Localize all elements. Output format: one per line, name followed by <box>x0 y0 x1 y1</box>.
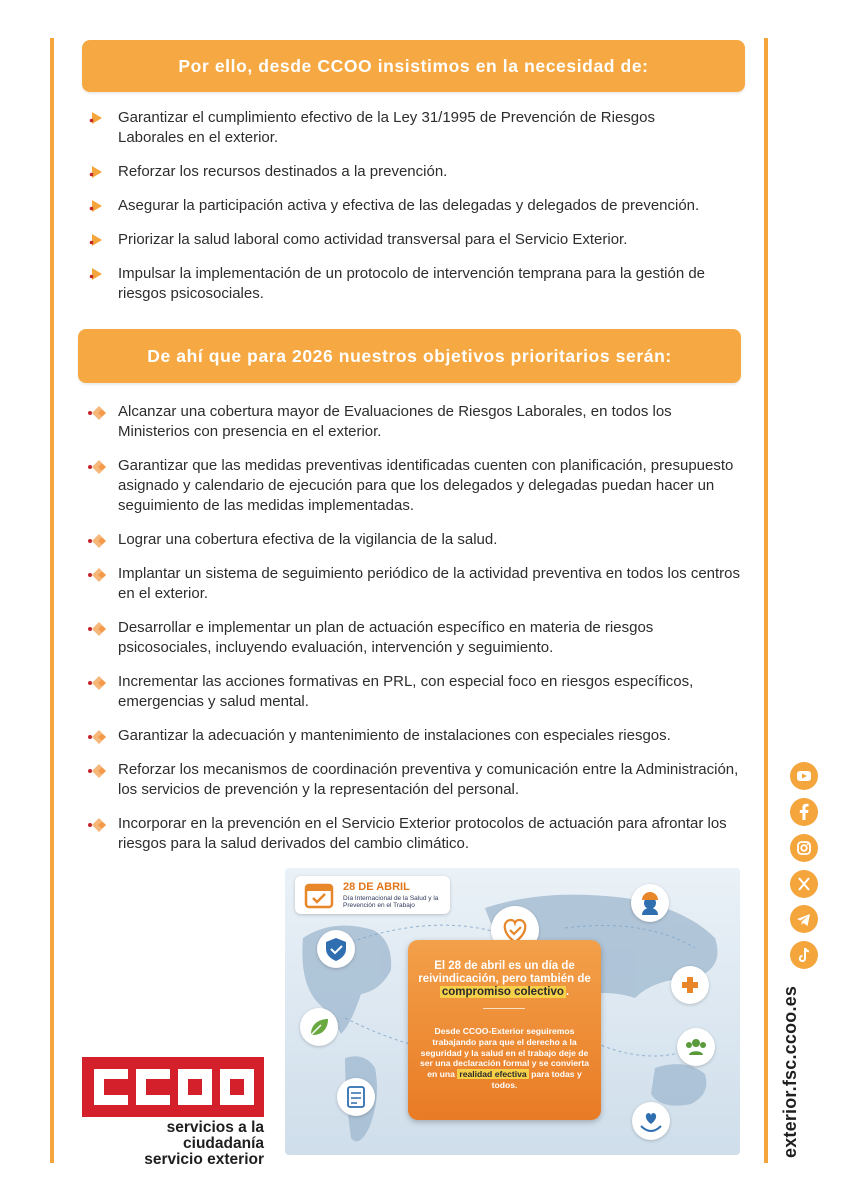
message-body <box>416 1026 593 1091</box>
separator <box>483 1008 525 1009</box>
checklist-icon <box>337 1078 375 1116</box>
heading-period: . <box>565 986 570 998</box>
section-banner-necessity: Por ello, desde CCOO insistimos en la necesidad de: <box>82 40 745 92</box>
tiktok-icon[interactable] <box>790 941 818 969</box>
diamond-bullet-icon <box>84 530 110 552</box>
highlight-commitment: compromiso colectivo <box>441 986 564 998</box>
leaf-icon <box>300 1008 338 1046</box>
arrow-bullet-icon <box>88 110 104 126</box>
highlight-real: realidad efectiva <box>459 1069 527 1080</box>
youtube-icon[interactable] <box>790 762 818 790</box>
objective-item-text: Incrementar las acciones formativas en PRL, con especial foco en riesgos específicos, emergencias y salud mental. <box>118 673 694 710</box>
necessity-item-text: Garantizar el cumplimiento efectivo de la Ley 31/1995 de Prevención de Riesgos Laborales en el exterior. <box>118 109 655 146</box>
logo-subtitle-1: servicios a la ciudadanía <box>166 1119 264 1152</box>
website-url[interactable]: exterior.fsc.ccoo.es <box>780 985 800 1158</box>
date-card <box>295 876 450 914</box>
facebook-icon[interactable] <box>790 798 818 826</box>
group-people-icon <box>677 1028 715 1066</box>
calendar-check-icon <box>303 880 335 910</box>
diamond-bullet-icon <box>84 672 110 694</box>
necessity-item-text: Impulsar la implementación de un protocolo de intervención temprana para la gestión de riesgos psicosociales. <box>118 265 706 302</box>
objective-item-text: Alcanzar una cobertura mayor de Evaluaciones de Riesgos Laborales, en todos los Ministerios con presencia en el exterior. <box>118 403 672 440</box>
message-heading: El 28 de abril es un día de reivindicación, pero también de <box>418 960 591 985</box>
objective-item <box>84 760 744 800</box>
diamond-bullet-icon <box>84 402 110 424</box>
arrow-bullet-icon <box>88 198 104 214</box>
left-rule <box>50 38 54 1163</box>
world-day-infographic <box>285 868 740 1155</box>
objective-item <box>84 814 744 854</box>
necessity-item-text: Reforzar los recursos destinados a la prevención. <box>118 163 448 180</box>
diamond-bullet-icon <box>84 564 110 586</box>
objective-item-text: Reforzar los mecanismos de coordinación preventiva y comunicación entre la Administración, los servicios de prevención y la representación del personal. <box>118 761 739 798</box>
section-banner-objectives: De ahí que para 2026 nuestros objetivos prioritarios serán: <box>78 329 741 383</box>
message-card <box>408 940 601 1120</box>
worker-helmet-icon <box>631 884 669 922</box>
objective-item-text: Garantizar la adecuación y mantenimiento de instalaciones con especiales riesgos. <box>118 727 671 744</box>
logo-subtitle-2: servicio exterior <box>144 1151 264 1168</box>
body-end: para todas y todos. <box>491 1069 582 1090</box>
health-hands-icon <box>632 1102 670 1140</box>
arrow-bullet-icon <box>88 164 104 180</box>
diamond-bullet-icon <box>84 456 110 478</box>
body-text: Desde CCOO-Exterior seguiremos trabajando para que el derecho a la seguridad y la salud en el trabajo deje de ser una declaración formal y se convierta en una <box>419 1026 590 1080</box>
necessity-item <box>84 264 724 304</box>
diamond-bullet-icon <box>84 618 110 640</box>
ccoo-letters-icon <box>82 1057 264 1117</box>
right-rule <box>764 38 768 1163</box>
objective-item-text: Desarrollar e implementar un plan de actuación específico en materia de riesgos psicosociales, incluyendo evaluación, intervención y seguimiento. <box>118 619 654 656</box>
shield-check-icon <box>317 930 355 968</box>
ccoo-logo-mark <box>82 1057 264 1117</box>
objective-item <box>84 564 744 604</box>
objectives-list <box>84 402 744 868</box>
necessity-item <box>84 108 724 148</box>
message-heading-emphasis <box>416 986 593 999</box>
objective-item <box>84 530 744 550</box>
necessity-item <box>84 230 724 250</box>
objective-item-text: Lograr una cobertura efectiva de la vigilancia de la salud. <box>118 531 498 548</box>
ccoo-logo <box>82 1057 264 1168</box>
objective-item-text: Implantar un sistema de seguimiento periódico de la actividad preventiva en todos los centros en el exterior. <box>118 565 741 602</box>
date-title: 28 DE ABRIL <box>343 881 410 893</box>
date-description: Día Internacional de la Salud y la Prevención en el Trabajo <box>343 895 439 909</box>
objective-item-text: Garantizar que las medidas preventivas identificadas cuenten con planificación, presupuesto asignado y calendario de ejecución para que los delegados y delegadas puedan hacer un seguimiento de las medidas implementadas. <box>118 457 734 514</box>
x-icon[interactable] <box>790 870 818 898</box>
necessity-item-text: Priorizar la salud laboral como actividad transversal para el Servicio Exterior. <box>118 231 628 248</box>
necessity-item <box>84 196 724 216</box>
arrow-bullet-icon <box>88 232 104 248</box>
necessity-item-text: Asegurar la participación activa y efectiva de las delegadas y delegados de prevención. <box>118 197 700 214</box>
diamond-bullet-icon <box>84 760 110 782</box>
objective-item <box>84 456 744 516</box>
objective-item <box>84 618 744 658</box>
objective-item <box>84 672 744 712</box>
objective-item-text: Incorporar en la prevención en el Servicio Exterior protocolos de actuación para afrontar los riesgos para la salud derivados del cambio climático. <box>118 815 727 852</box>
diamond-bullet-icon <box>84 814 110 836</box>
first-aid-icon <box>671 966 709 1004</box>
arrow-bullet-icon <box>88 266 104 282</box>
objective-item <box>84 726 744 746</box>
necessity-item <box>84 162 724 182</box>
telegram-icon[interactable] <box>790 905 818 933</box>
instagram-icon[interactable] <box>790 834 818 862</box>
diamond-bullet-icon <box>84 726 110 748</box>
necessity-list <box>84 108 724 318</box>
objective-item <box>84 402 744 442</box>
